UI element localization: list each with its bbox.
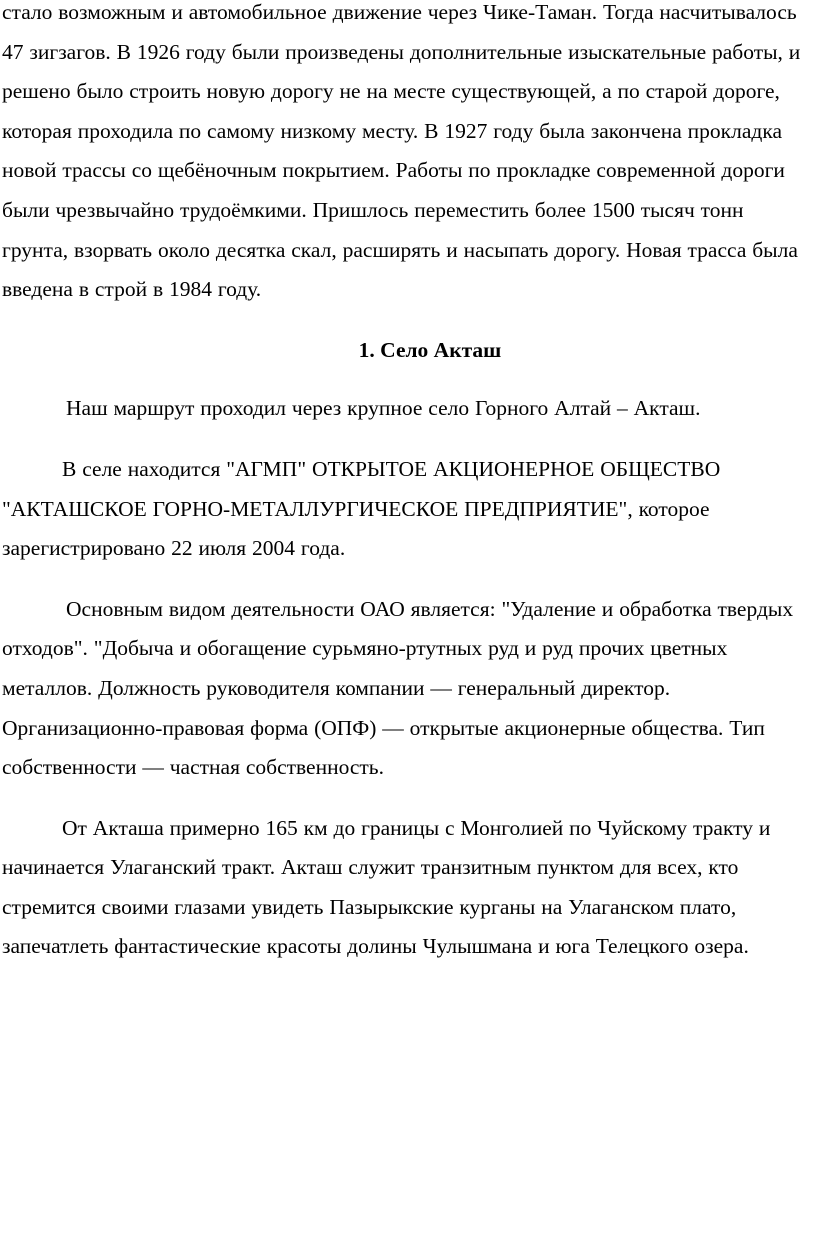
- paragraph-activity: Основным видом деятельности ОАО является: "Удаление и обработка твердых отходов". "Добыча и обогащение сурьмяно-ртутных руд и руд прочих цветных металлов. Должность руководителя компании — генеральный директор. Организационно-правовая форма (ОПФ) — открытые акционерные общества. Тип собственности — частная собственность.: [2, 596, 794, 780]
- paragraph-road-history: стало возможным и автомобильное движение через Чике-Таман. Тогда насчитывалось 47 зигзагов. В 1926 году были произведены дополнительные изыскательные работы, и решено было строить новую дорогу не на месте существующей, а по старой дороге, которая проходила по самому низкому месту. В 1927 году была закончена прокладка новой трассы со щебёночным покрытием. Работы по прокладке современной дороги были чрезвычайно трудоёмкими. Пришлось переместить более 1500 тысяч тонн грунта, взорвать около десятка скал, расширять и насыпать дорогу. Новая трасса была введена в строй в 1984 году.: [2, 0, 801, 302]
- section-heading: 1. Село Акташ: [358, 337, 502, 362]
- paragraph-route: Наш маршрут проходил через крупное село Горного Алтай – Акташ.: [66, 396, 701, 421]
- paragraph-company: В селе находится "АГМП" ОТКРЫТОЕ АКЦИОНЕРНОЕ ОБЩЕСТВО "АКТАШСКОЕ ГОРНО-МЕТАЛЛУРГИЧЕСКОЕ ПРЕДПРИЯТИЕ", которое зарегистрировано 22 июля 2004 года.: [2, 456, 721, 561]
- paragraph-aktash-location: От Акташа примерно 165 км до границы с Монголией по Чуйскому тракту и начинается Улаганский тракт. Акташ служит транзитным пунктом для всех, кто стремится своими глазами увидеть Пазырыкские курганы на Улаганском плато, запечатлеть фантастические красоты долины Чулышмана и юга Телецкого озера.: [2, 815, 771, 959]
